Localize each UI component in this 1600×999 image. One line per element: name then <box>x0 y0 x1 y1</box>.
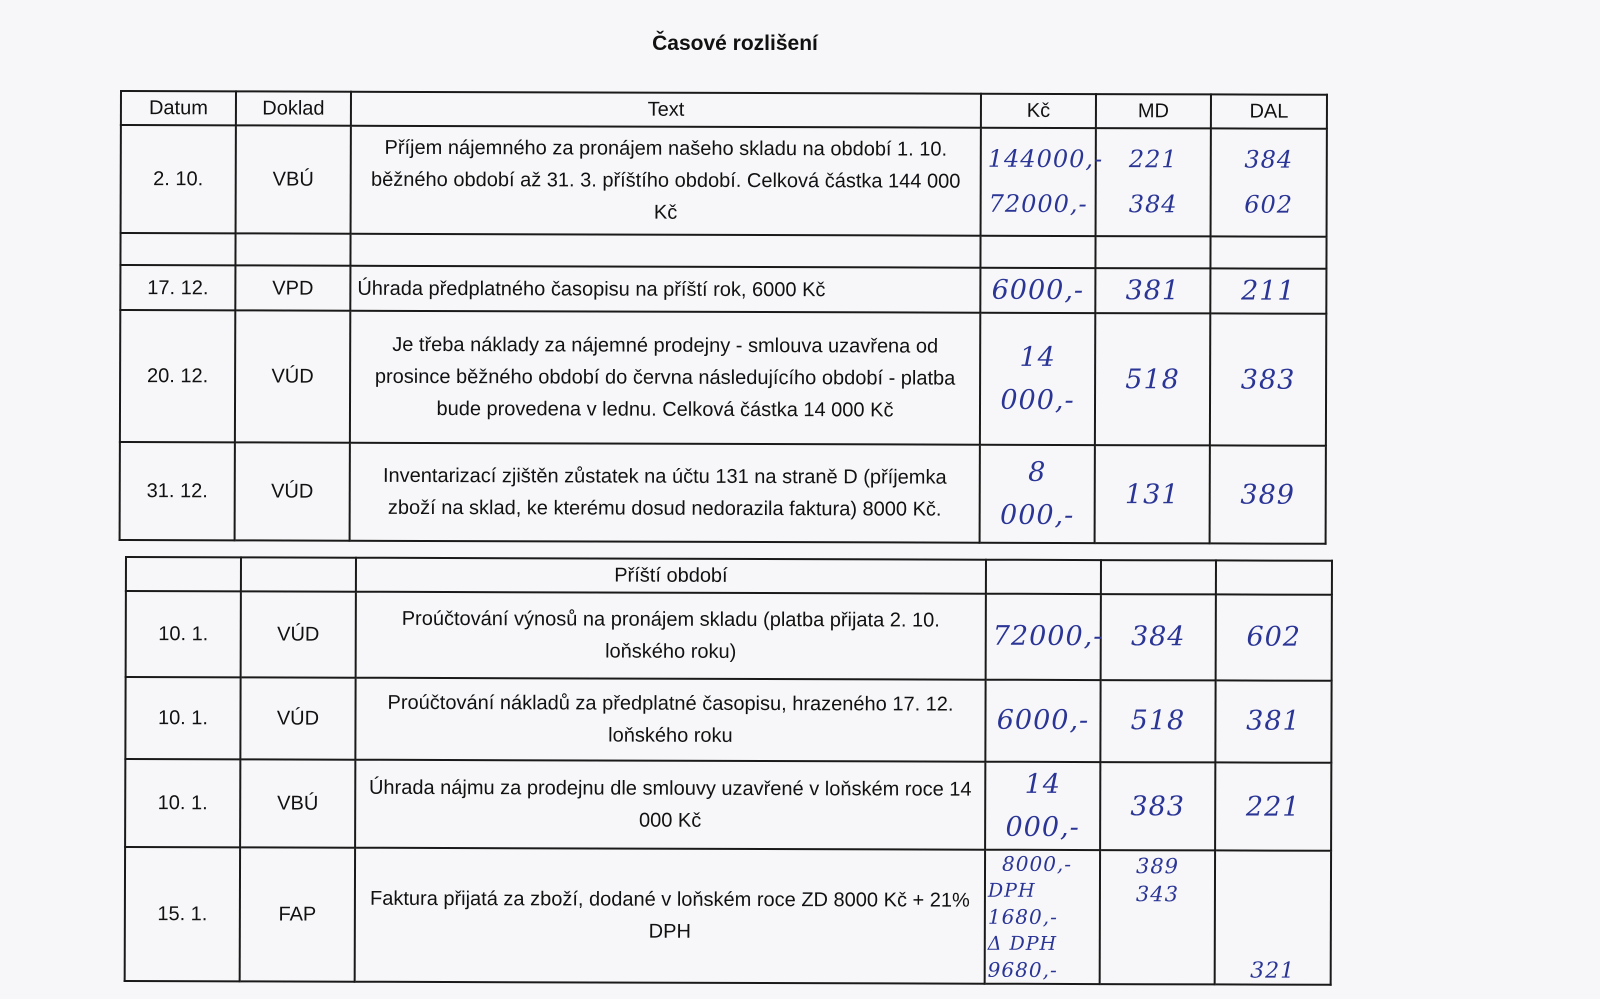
amount-value: 1680,- <box>987 904 1058 929</box>
amount-value: 9680,- <box>987 957 1058 982</box>
row-dal: 383 <box>1210 314 1326 446</box>
row-dal: 321 <box>1215 851 1331 985</box>
dal-value: 602 <box>1244 190 1294 219</box>
amount-value: 144000,- <box>987 144 1104 173</box>
table-row <box>125 847 1331 984</box>
row-doc: VÚD <box>241 591 356 677</box>
row-date: 10. 1. <box>126 591 241 677</box>
row-dal <box>1210 236 1326 268</box>
row-date: 10. 1. <box>125 677 240 759</box>
row-text: Příjem nájemného za pronájem našeho skladu na období 1. 10. běžného období až 31. 3. příštího období. Celková částka 144 000 Kč <box>351 126 981 236</box>
section-title: Příští období <box>356 558 986 594</box>
row-amount: 6000,- <box>980 268 1095 314</box>
row-md: 384 <box>1101 594 1216 680</box>
dph-label: Δ DPH <box>987 932 1058 955</box>
header-doc: Doklad <box>236 91 351 125</box>
row-doc <box>235 233 350 265</box>
table-row <box>126 591 1332 681</box>
table-row-empty <box>120 233 1326 269</box>
table-row <box>120 442 1326 544</box>
row-md: 518 <box>1095 313 1210 445</box>
row-text: Úhrada předplatného časopisu na příští rok, 6000 Kč <box>350 266 980 313</box>
md-value: 221 <box>1128 144 1178 174</box>
row-dal: 211 <box>1210 268 1326 314</box>
row-dal: 221 <box>1215 762 1331 851</box>
empty-cell <box>1101 560 1216 594</box>
row-md <box>1095 236 1210 268</box>
row-doc: VBÚ <box>240 759 355 848</box>
table-row <box>125 759 1331 851</box>
row-amount: 14 000,- <box>980 313 1095 445</box>
row-md: 518 <box>1100 680 1215 762</box>
header-md: MD <box>1096 94 1211 128</box>
row-md <box>1100 850 1215 984</box>
row-doc: VBÚ <box>236 125 351 233</box>
row-text: Inventarizací zjištěn zůstatek na účtu 131 na straně D (příjemka zboží na sklad, ke kterému dosud nedorazila faktura) 8000 Kč. <box>350 443 980 543</box>
dph-label: DPH <box>987 880 1036 903</box>
row-doc: VÚD <box>235 311 350 443</box>
row-text: Proúčtování výnosů na pronájem skladu (platba přijata 2. 10. loňského roku) <box>356 592 986 680</box>
header-date: Datum <box>121 91 236 125</box>
row-dal: 389 <box>1210 446 1326 544</box>
row-date <box>120 233 235 265</box>
row-text: Proúčtování nákladů za předplatné časopisu, hrazeného 17. 12. loňského roku <box>355 678 985 762</box>
table-row <box>120 265 1326 314</box>
amount-value-line <box>988 930 1093 983</box>
md-value: 384 <box>1128 190 1178 219</box>
row-dal: 381 <box>1215 680 1331 762</box>
empty-cell <box>241 557 356 591</box>
header-dal: DAL <box>1211 94 1327 128</box>
row-amount <box>981 128 1104 236</box>
md-value: 343 <box>1135 881 1180 906</box>
row-amount: 72000,- <box>986 594 1101 680</box>
row-date: 31. 12. <box>120 442 235 540</box>
table-row <box>121 125 1327 237</box>
amount-value-line <box>988 877 1093 930</box>
row-text: Je třeba náklady za nájemné prodejny - smlouva uzavřena od prosince běžného období do června následujícího období - platba bude provedena v lednu. Celková částka 14 000 Kč <box>350 311 980 445</box>
section-header-row <box>126 557 1332 595</box>
row-dal <box>1211 128 1327 236</box>
row-dal: 602 <box>1216 594 1332 680</box>
row-text: Úhrada nájmu za prodejnu dle smlouvy uzavřené v loňském roce 14 000 Kč <box>355 760 985 850</box>
header-text: Text <box>351 92 981 128</box>
table-row <box>125 677 1331 763</box>
empty-cell <box>986 560 1101 594</box>
row-doc: VPD <box>235 265 350 311</box>
row-doc: FAP <box>240 848 355 982</box>
row-date: 17. 12. <box>120 265 235 311</box>
row-text: Faktura přijatá za zboží, dodané v loňském roce ZD 8000 Kč + 21% DPH <box>355 848 985 983</box>
row-doc: VÚD <box>235 443 350 541</box>
row-amount: 8 000,- <box>980 445 1095 543</box>
table-row <box>120 310 1326 446</box>
ledger-table-next-period <box>124 556 1333 986</box>
row-md: 383 <box>1100 762 1215 851</box>
row-date: 2. 10. <box>121 125 236 233</box>
header-row <box>121 91 1327 129</box>
empty-cell <box>126 557 241 591</box>
row-text <box>350 234 980 268</box>
row-md: 381 <box>1095 268 1210 314</box>
amount-value: 8000,- <box>1001 852 1073 877</box>
row-doc: VÚD <box>240 677 355 759</box>
row-date: 10. 1. <box>125 759 240 848</box>
page-title: Časové rozlišení <box>652 32 818 55</box>
ledger-table-current <box>119 90 1328 545</box>
row-md <box>1096 128 1211 236</box>
dal-value: 384 <box>1244 145 1294 174</box>
md-value: 389 <box>1135 854 1180 879</box>
header-amount: Kč <box>981 94 1096 128</box>
amount-value: 72000,- <box>988 189 1088 219</box>
row-amount: 6000,- <box>985 680 1100 762</box>
row-md: 131 <box>1095 445 1210 543</box>
row-date: 15. 1. <box>125 847 240 981</box>
empty-cell <box>1216 560 1332 594</box>
row-amount <box>985 850 1100 984</box>
row-date: 20. 12. <box>120 310 235 442</box>
row-amount: 14 000,- <box>985 762 1100 851</box>
row-amount <box>980 236 1095 268</box>
